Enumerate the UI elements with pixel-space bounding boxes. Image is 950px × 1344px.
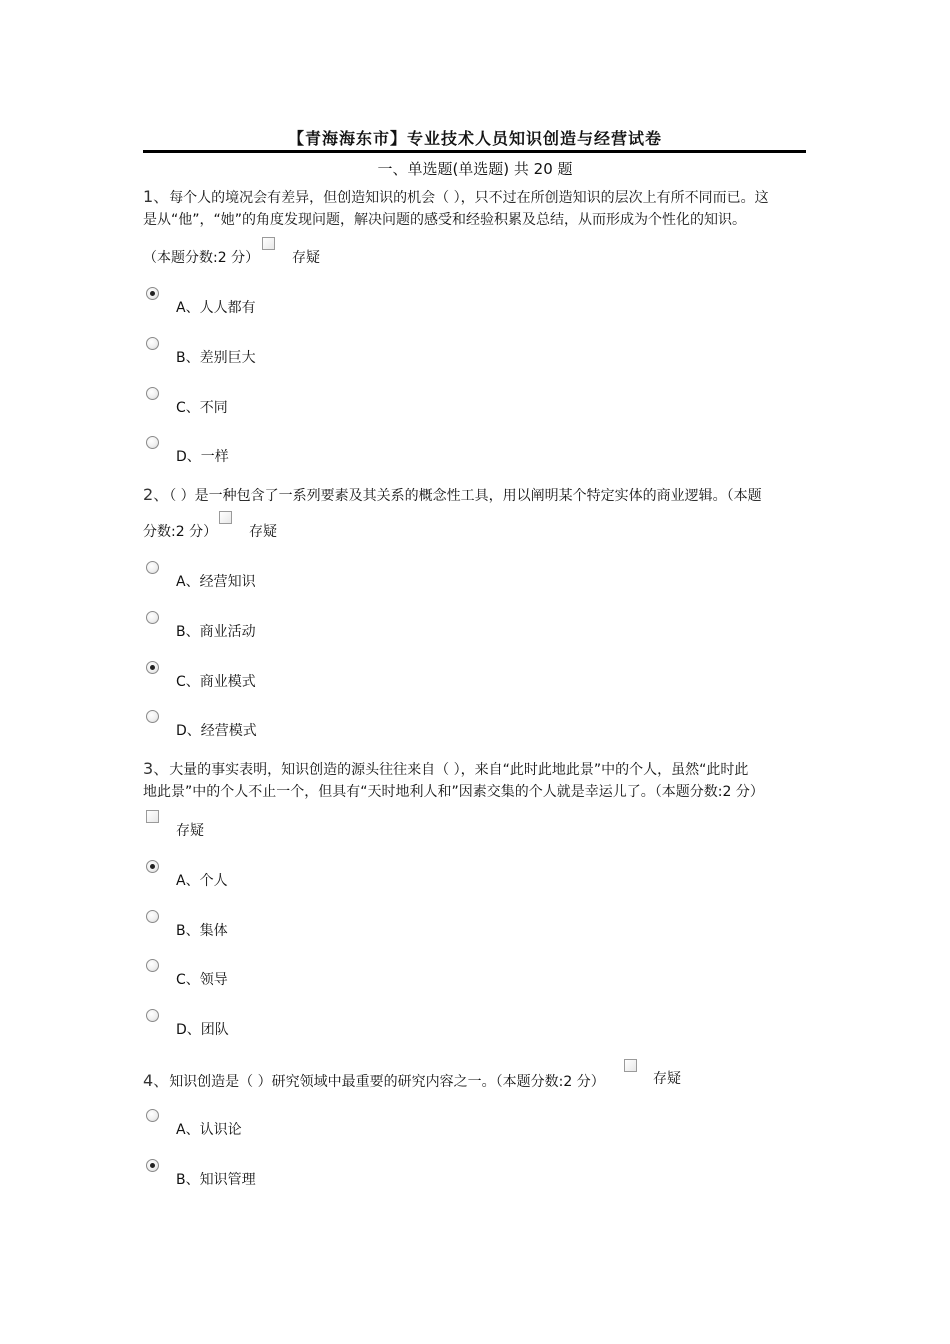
question-1-line-1: 1、每个人的境况会有差异，但创造知识的机会（ ），只不过在所创造知识的层次上有所不同而已。这	[143, 187, 769, 206]
question-4-option-a-label: A、认识论	[176, 1122, 242, 1138]
question-4-number: 4、	[143, 1071, 170, 1090]
question-1-number: 1、	[143, 187, 170, 206]
question-3-option-d-radio[interactable]	[146, 1009, 159, 1022]
question-1-option-b-radio[interactable]	[146, 337, 159, 350]
question-4-option-b-label: B、知识管理	[176, 1172, 256, 1188]
question-2-line-1: 2、（ ）是一种包含了一系列要素及其关系的概念性工具，用以阐明某个特定实体的商业逻辑。（本题	[143, 485, 762, 504]
question-4-line-1: 4、知识创造是（ ）研究领域中最重要的研究内容之一。（本题分数:2 分）	[143, 1071, 605, 1090]
question-1-option-d-label: D、一样	[176, 449, 229, 465]
question-4-option-b-radio[interactable]	[146, 1159, 159, 1172]
question-3-option-d-label: D、团队	[176, 1022, 229, 1038]
question-3-line-1: 3、大量的事实表明，知识创造的源头往往来自（ ），来自“此时此地此景”中的个人，虽然“此时此	[143, 759, 749, 778]
question-2-option-b-label: B、商业活动	[176, 624, 256, 640]
question-2-option-d-radio[interactable]	[146, 710, 159, 723]
question-1-option-d-radio[interactable]	[146, 436, 159, 449]
question-3-line-2: 地此景”中的个人不止一个，但具有“天时地利人和”因素交集的个人就是幸运儿了。（本题分数:2 分）	[143, 784, 764, 800]
question-2-option-a-label: A、经营知识	[176, 574, 256, 590]
question-3-doubt-label: 存疑	[176, 823, 204, 839]
question-1-option-a-label: A、人人都有	[176, 300, 256, 316]
title-divider	[143, 150, 806, 153]
question-1-option-c-label: C、不同	[176, 400, 228, 416]
question-1-option-b-label: B、差别巨大	[176, 350, 256, 366]
question-1-option-a-radio[interactable]	[146, 287, 159, 300]
question-4-doubt-label: 存疑	[653, 1071, 681, 1087]
question-1-doubt-label: 存疑	[292, 250, 320, 266]
question-2-option-a-radio[interactable]	[146, 561, 159, 574]
question-2-option-b-radio[interactable]	[146, 611, 159, 624]
question-3-number: 3、	[143, 759, 170, 778]
question-2-doubt-label: 存疑	[249, 524, 277, 540]
question-3-option-c-label: C、领导	[176, 972, 228, 988]
question-3-option-a-label: A、个人	[176, 873, 228, 889]
question-1-option-c-radio[interactable]	[146, 387, 159, 400]
question-3-option-b-label: B、集体	[176, 923, 228, 939]
question-4-option-a-radio[interactable]	[146, 1109, 159, 1122]
question-4-doubt-checkbox[interactable]	[624, 1059, 637, 1072]
question-1-doubt-checkbox[interactable]	[262, 237, 275, 250]
question-1-line-2: 是从“他”，“她”的角度发现问题，解决问题的感受和经验积累及总结，从而形成为个性化的知识。	[143, 212, 747, 228]
question-3-option-a-radio[interactable]	[146, 860, 159, 873]
question-2-option-c-radio[interactable]	[146, 661, 159, 674]
question-3-option-c-radio[interactable]	[146, 959, 159, 972]
page-title: 【青海海东市】专业技术人员知识创造与经营试卷	[287, 129, 662, 148]
section-title: 一、单选题(单选题) 共 20 题	[377, 160, 573, 178]
question-3-doubt-checkbox[interactable]	[146, 810, 159, 823]
question-2-option-d-label: D、经营模式	[176, 723, 257, 739]
question-3-option-b-radio[interactable]	[146, 910, 159, 923]
question-2-number: 2、	[143, 485, 170, 504]
question-2-option-c-label: C、商业模式	[176, 674, 256, 690]
question-1-score: （本题分数:2 分）	[143, 250, 260, 266]
question-2-doubt-checkbox[interactable]	[219, 511, 232, 524]
question-2-score: 分数:2 分）	[143, 524, 218, 540]
